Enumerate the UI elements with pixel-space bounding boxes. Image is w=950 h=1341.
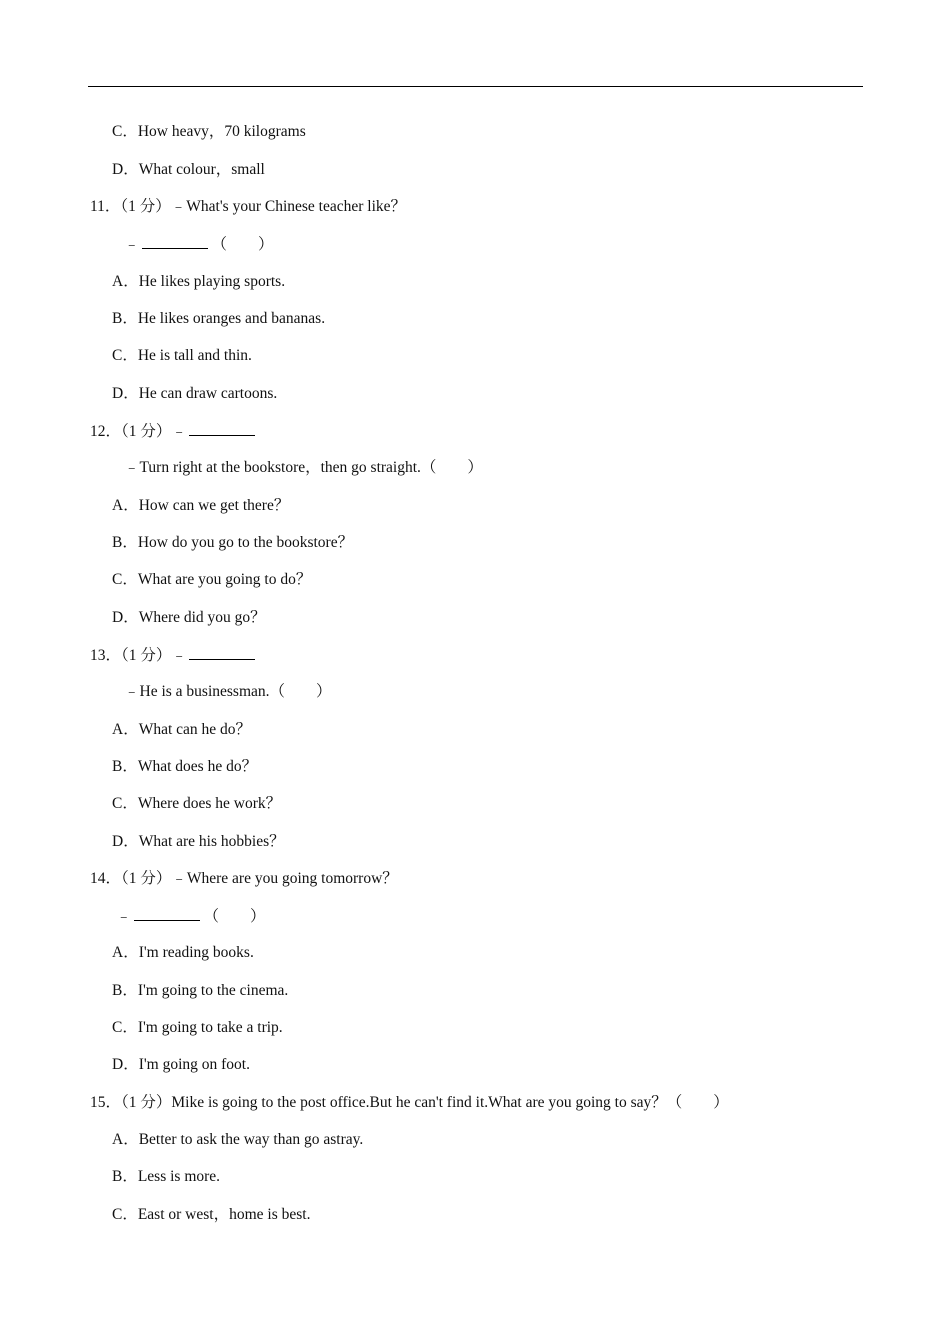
q13-stem: 13．（1 分）﹣ xyxy=(90,647,187,664)
q13-blank[interactable] xyxy=(189,645,255,660)
q11-dash: ﹣ xyxy=(124,236,140,253)
q13-response: ﹣He is a businessman.（ ） xyxy=(124,683,332,700)
q14-answer-paren[interactable]: （ ） xyxy=(203,908,266,925)
q14-stem: 14．（1 分）﹣Where are you going tomorrow？ xyxy=(90,870,398,887)
q11-answer-line xyxy=(124,234,274,255)
q14-option-d[interactable]: D．I'm going on foot. xyxy=(112,1056,250,1073)
q15-stem: 15．（1 分）Mike is going to the post office.But he can't find it.What are you going to say？（ ） xyxy=(90,1094,729,1111)
q12-blank[interactable] xyxy=(189,421,255,436)
q11-option-b[interactable]: B．He likes oranges and bananas. xyxy=(112,310,326,327)
q11-option-a[interactable]: A．He likes playing sports. xyxy=(112,273,286,290)
q12-stem-line xyxy=(90,421,259,442)
q11-blank[interactable] xyxy=(142,234,208,249)
q13-option-a[interactable]: A．What can he do？ xyxy=(112,721,252,738)
q15-option-c[interactable]: C．East or west，home is best. xyxy=(112,1206,311,1223)
q12-option-d[interactable]: D．Where did you go？ xyxy=(112,609,266,626)
q13-option-b[interactable]: B．What does he do？ xyxy=(112,758,258,775)
q12-response: ﹣Turn right at the bookstore，then go straight.（ ） xyxy=(124,459,483,476)
q14-option-b[interactable]: B．I'm going to the cinema. xyxy=(112,982,289,999)
q12-option-a[interactable]: A．How can we get there？ xyxy=(112,497,290,514)
q11-option-d[interactable]: D．He can draw cartoons. xyxy=(112,385,278,402)
q13-option-d[interactable]: D．What are his hobbies？ xyxy=(112,833,285,850)
q12-stem: 12．（1 分）﹣ xyxy=(90,423,187,440)
q12-option-c[interactable]: C．What are you going to do？ xyxy=(112,571,312,588)
q12-option-b[interactable]: B．How do you go to the bookstore？ xyxy=(112,534,354,551)
q15-option-a[interactable]: A．Better to ask the way than go astray. xyxy=(112,1131,364,1148)
q14-option-c[interactable]: C．I'm going to take a trip. xyxy=(112,1019,283,1036)
q11-answer-paren[interactable]: （ ） xyxy=(211,236,274,253)
q11-stem: 11．（1 分）﹣What's your Chinese teacher like？ xyxy=(90,198,407,215)
q14-answer-line xyxy=(116,906,266,927)
q15-option-b[interactable]: B．Less is more. xyxy=(112,1168,221,1185)
q14-dash: ﹣ xyxy=(116,908,132,925)
q13-option-c[interactable]: C．Where does he work？ xyxy=(112,795,282,812)
q13-stem-line xyxy=(90,645,259,666)
q11-option-c[interactable]: C．He is tall and thin. xyxy=(112,347,252,364)
q10-option-d[interactable]: D．What colour，small xyxy=(112,161,265,178)
header-rule xyxy=(88,86,863,87)
q14-option-a[interactable]: A．I'm reading books. xyxy=(112,944,254,961)
q10-option-c[interactable]: C．How heavy，70 kilograms xyxy=(112,123,306,140)
q14-blank[interactable] xyxy=(134,906,200,921)
